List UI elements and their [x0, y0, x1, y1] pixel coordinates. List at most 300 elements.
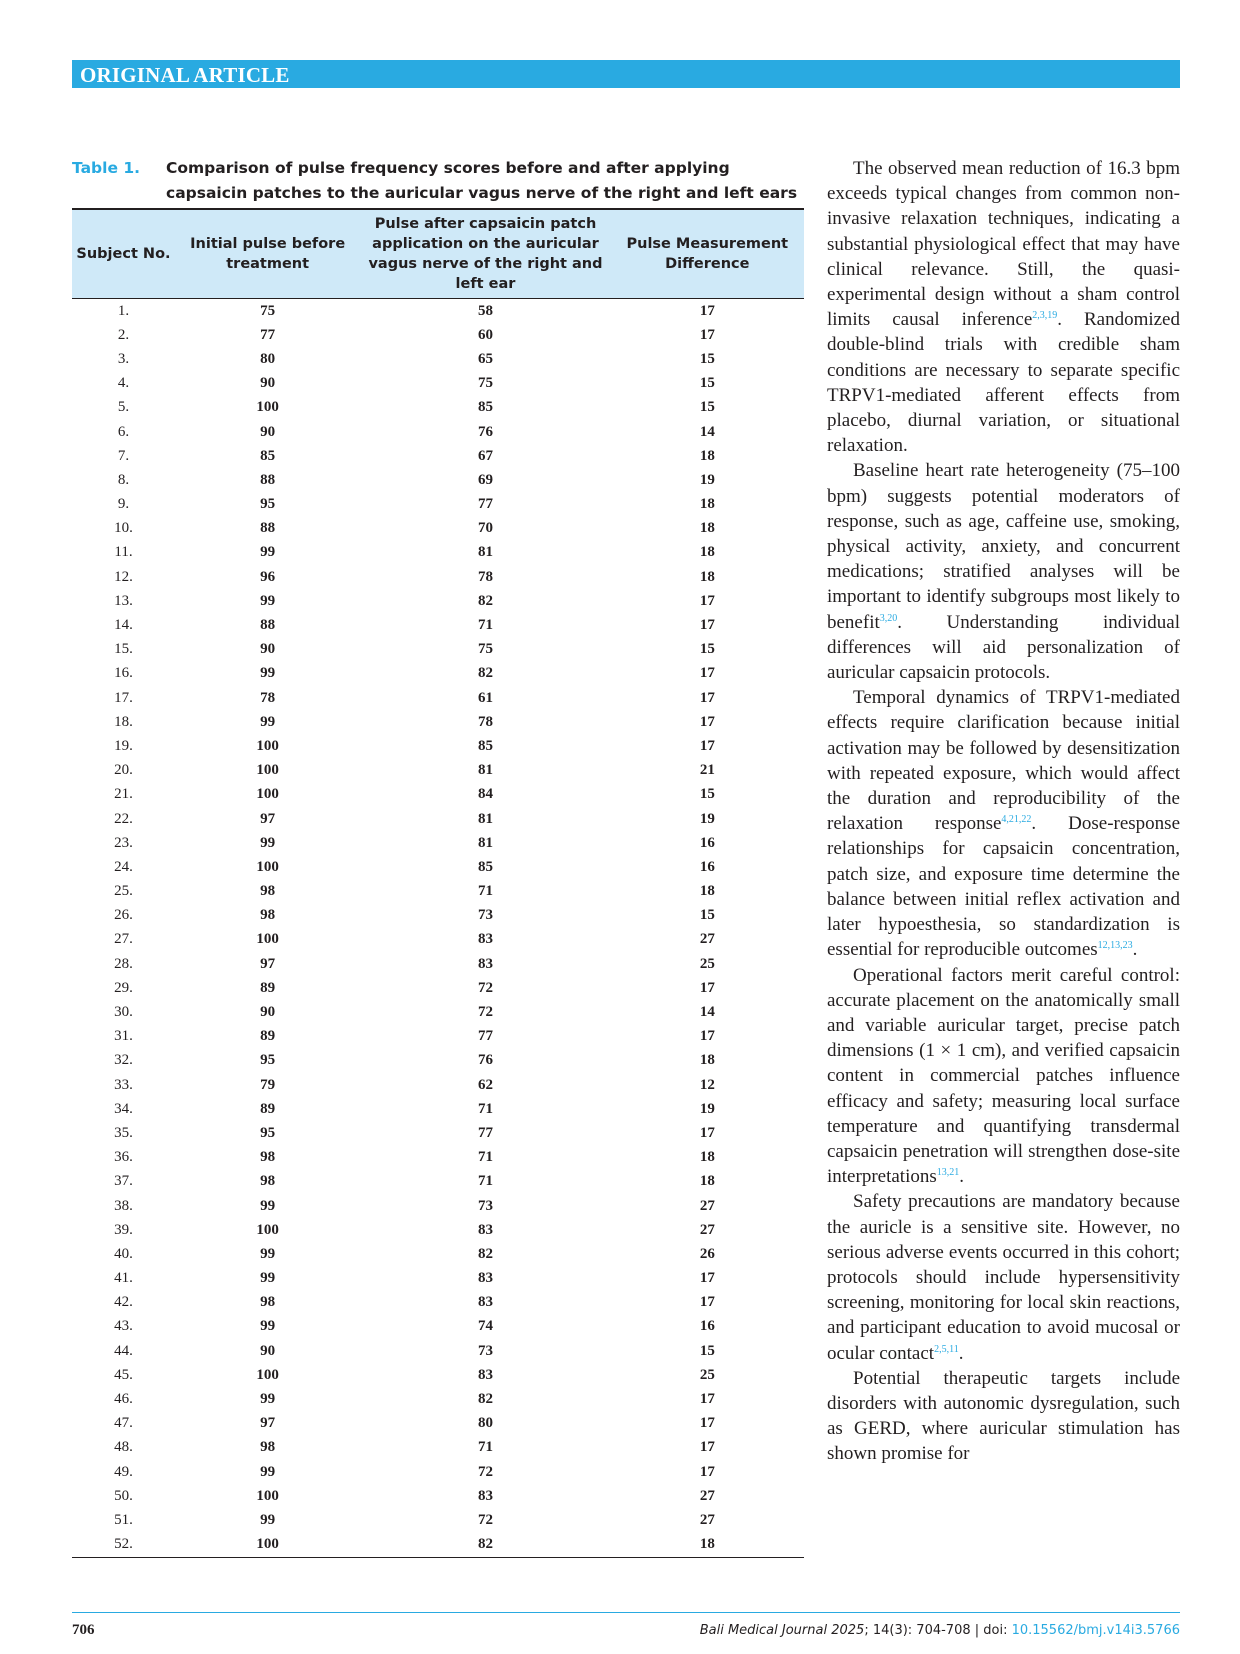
subject-number-cell: 1. [117, 302, 130, 319]
table-row [72, 1315, 804, 1339]
subject-number-cell: 10. [114, 520, 133, 537]
initial-pulse-cell: 89 [260, 1028, 276, 1045]
subject-number-cell: 50. [114, 1487, 133, 1504]
table-row [72, 1363, 804, 1387]
post-pulse-cell: 61 [477, 689, 493, 706]
journal-name: Bali Medical Journal 2025 [699, 1623, 865, 1638]
initial-pulse-cell: 99 [260, 1270, 276, 1287]
subject-number-cell: 40. [114, 1245, 133, 1262]
difference-cell: 15 [699, 375, 715, 392]
subject-number-cell: 33. [114, 1076, 133, 1093]
initial-pulse-cell: 100 [256, 1487, 279, 1504]
initial-pulse-cell: 98 [260, 883, 276, 900]
footer-divider [72, 1612, 1180, 1613]
subject-number-cell: 4. [117, 375, 130, 392]
initial-pulse-cell: 100 [175, 1533, 360, 1558]
post-pulse-cell: 72 [477, 1004, 493, 1021]
difference-cell: 17 [699, 592, 715, 609]
difference-cell: 17 [699, 1415, 715, 1432]
table-row [72, 710, 804, 734]
subject-number-cell: 38. [114, 1197, 133, 1214]
post-pulse-cell: 84 [477, 786, 493, 803]
page-number: 706 [72, 1622, 95, 1638]
initial-pulse-cell: 95 [260, 496, 276, 513]
difference-cell: 18 [699, 496, 715, 513]
article-body-text [827, 156, 1180, 1467]
initial-pulse-cell: 99 [260, 1391, 276, 1408]
table-row [72, 1339, 804, 1363]
difference-cell: 27 [699, 1511, 715, 1528]
difference-cell: 15 [699, 786, 715, 803]
difference-cell: 17 [699, 1391, 715, 1408]
post-pulse-cell: 58 [477, 302, 493, 319]
post-pulse-cell: 67 [477, 447, 493, 464]
initial-pulse-cell: 97 [260, 1415, 276, 1432]
table-row [72, 1073, 804, 1097]
table-body [72, 299, 804, 1558]
table-row [72, 1242, 804, 1266]
paragraph-text: Temporal dynamics of TRPV1-mediated effects require clarification because initial activation may be followed by desensitization with repeated exposure, which would affect the duration and reproducibility of the relaxation response [827, 687, 1180, 835]
subject-number-cell: 15. [114, 641, 133, 658]
subject-number-cell: 41. [114, 1270, 133, 1287]
subject-number-cell: 31. [114, 1028, 133, 1045]
body-paragraph [827, 963, 1180, 1190]
table-row [72, 1097, 804, 1121]
difference-cell: 17 [699, 979, 715, 996]
table-row [72, 904, 804, 928]
difference-cell: 17 [699, 713, 715, 730]
difference-cell: 26 [699, 1245, 715, 1262]
table-row [72, 1436, 804, 1460]
difference-cell: 27 [699, 1487, 715, 1504]
subject-number-cell: 43. [114, 1318, 133, 1335]
difference-cell: 18 [611, 1533, 804, 1558]
subject-number-cell: 23. [114, 834, 133, 851]
subject-number-cell: 14. [114, 617, 133, 634]
table-row [72, 1194, 804, 1218]
citation-reference[interactable]: 2,3,19 [1032, 310, 1058, 322]
subject-number-cell: 6. [117, 423, 130, 440]
post-pulse-cell: 83 [477, 931, 493, 948]
initial-pulse-cell: 75 [260, 302, 276, 319]
post-pulse-cell: 71 [477, 1173, 493, 1190]
post-pulse-cell: 83 [477, 1366, 493, 1383]
difference-cell: 17 [699, 1270, 715, 1287]
subject-number-cell: 45. [114, 1366, 133, 1383]
initial-pulse-cell: 99 [260, 1511, 276, 1528]
subject-number-cell: 44. [114, 1342, 133, 1359]
paragraph-text: . Understanding individual differences will aid personalization of auricular capsaicin protocols. [827, 611, 1180, 684]
table-row [72, 1460, 804, 1484]
paragraph-text: Baseline heart rate heterogeneity (75–100 bpm) suggests potential moderators of response, such as age, caffeine use, smoking, physical activity, anxiety, and concurrent medications; stratified analyses will be important to identify subgroups most likely to benefit [827, 460, 1180, 633]
table-row [72, 1049, 804, 1073]
table-row [72, 444, 804, 468]
table-row [72, 1170, 804, 1194]
post-pulse-cell: 83 [477, 955, 493, 972]
citation-reference[interactable]: 4,21,22 [1001, 814, 1032, 826]
difference-cell: 27 [699, 1197, 715, 1214]
table-row [72, 759, 804, 783]
subject-number-cell: 24. [114, 858, 133, 875]
initial-pulse-cell: 88 [260, 617, 276, 634]
citation-reference[interactable]: 2,5,11 [934, 1343, 959, 1355]
difference-cell: 25 [699, 955, 715, 972]
subject-number-cell: 26. [114, 907, 133, 924]
post-pulse-cell: 73 [477, 1342, 493, 1359]
difference-cell: 18 [699, 1149, 715, 1166]
subject-number-cell: 17. [114, 689, 133, 706]
initial-pulse-cell: 98 [260, 1294, 276, 1311]
initial-pulse-cell: 99 [260, 1197, 276, 1214]
post-pulse-cell: 81 [477, 544, 493, 561]
table-row [72, 638, 804, 662]
initial-pulse-cell: 89 [260, 1100, 276, 1117]
initial-pulse-cell: 99 [260, 1463, 276, 1480]
initial-pulse-cell: 90 [260, 641, 276, 658]
table-row [72, 1000, 804, 1024]
post-pulse-cell: 71 [477, 1439, 493, 1456]
difference-cell: 16 [699, 1318, 715, 1335]
table-label: Table 1. [72, 159, 141, 177]
difference-cell: 17 [699, 665, 715, 682]
difference-cell: 25 [699, 1366, 715, 1383]
post-pulse-cell: 82 [477, 1391, 493, 1408]
subject-number-cell: 2. [117, 326, 130, 343]
post-pulse-cell: 83 [477, 1487, 493, 1504]
column-header: Initial pulse before treatment [175, 209, 360, 299]
pulse-table [72, 208, 804, 1558]
table-row [72, 372, 804, 396]
initial-pulse-cell: 95 [260, 1124, 276, 1141]
difference-cell: 18 [699, 544, 715, 561]
subject-number-cell: 25. [114, 883, 133, 900]
difference-cell: 17 [699, 617, 715, 634]
post-pulse-cell: 70 [477, 520, 493, 537]
column-header: Pulse Measurement Difference [611, 209, 804, 299]
difference-cell: 18 [699, 447, 715, 464]
subject-number-cell: 42. [114, 1294, 133, 1311]
footer-citation [700, 1623, 1180, 1638]
initial-pulse-cell: 100 [256, 762, 279, 779]
initial-pulse-cell: 95 [260, 1052, 276, 1069]
initial-pulse-cell: 97 [260, 955, 276, 972]
subject-number-cell: 19. [114, 737, 133, 754]
initial-pulse-cell: 98 [260, 1173, 276, 1190]
subject-number-cell: 7. [117, 447, 130, 464]
subject-number-cell: 3. [117, 350, 130, 367]
subject-number-cell: 18. [114, 713, 133, 730]
citation-details: ; 14(3): 704-708 | doi: [864, 1623, 1012, 1638]
subject-number-cell: 12. [114, 568, 133, 585]
table-row [72, 952, 804, 976]
difference-cell: 19 [699, 810, 715, 827]
post-pulse-cell: 76 [477, 423, 493, 440]
initial-pulse-cell: 100 [256, 858, 279, 875]
post-pulse-cell: 81 [477, 762, 493, 779]
table-row [72, 299, 804, 324]
difference-cell: 15 [699, 1342, 715, 1359]
initial-pulse-cell: 90 [260, 1004, 276, 1021]
paragraph-text: . [959, 1166, 964, 1188]
subject-number-cell: 47. [114, 1415, 133, 1432]
subject-number-cell: 9. [117, 496, 130, 513]
column-header: Pulse after capsaicin patch application on the auricular vagus nerve of the right and left ear [360, 209, 610, 299]
post-pulse-cell: 62 [477, 1076, 493, 1093]
difference-cell: 17 [699, 1294, 715, 1311]
subject-number-cell: 51. [114, 1511, 133, 1528]
body-paragraph [827, 458, 1180, 685]
subject-number-cell: 48. [114, 1439, 133, 1456]
table-row [72, 541, 804, 565]
body-paragraph [827, 685, 1180, 962]
table-row [72, 880, 804, 904]
citation-reference[interactable]: 12,13,23 [1097, 940, 1133, 952]
post-pulse-cell: 85 [477, 858, 493, 875]
initial-pulse-cell: 80 [260, 350, 276, 367]
difference-cell: 15 [699, 907, 715, 924]
post-pulse-cell: 82 [477, 1245, 493, 1262]
initial-pulse-cell: 77 [260, 326, 276, 343]
table-row [72, 1218, 804, 1242]
post-pulse-cell: 80 [477, 1415, 493, 1432]
initial-pulse-cell: 85 [260, 447, 276, 464]
initial-pulse-cell: 99 [260, 834, 276, 851]
table-row [72, 783, 804, 807]
initial-pulse-cell: 98 [260, 1149, 276, 1166]
table-row [72, 686, 804, 710]
initial-pulse-cell: 99 [260, 1318, 276, 1335]
table-row [72, 1387, 804, 1411]
difference-cell: 14 [699, 423, 715, 440]
post-pulse-cell: 74 [477, 1318, 493, 1335]
post-pulse-cell: 73 [477, 1197, 493, 1214]
body-paragraph [827, 1189, 1180, 1365]
body-paragraph [827, 156, 1180, 458]
post-pulse-cell: 71 [477, 883, 493, 900]
table-row [72, 1121, 804, 1145]
initial-pulse-cell: 97 [260, 810, 276, 827]
table-row [72, 613, 804, 637]
post-pulse-cell: 78 [477, 713, 493, 730]
table-row [72, 928, 804, 952]
initial-pulse-cell: 100 [256, 1221, 279, 1238]
post-pulse-cell: 81 [477, 834, 493, 851]
difference-cell: 17 [699, 737, 715, 754]
subject-number-cell: 11. [114, 544, 133, 561]
initial-pulse-cell: 90 [260, 1342, 276, 1359]
subject-number-cell: 49. [114, 1463, 133, 1480]
initial-pulse-cell: 78 [260, 689, 276, 706]
table-row [72, 1533, 804, 1558]
table-row [72, 493, 804, 517]
subject-number-cell: 29. [114, 979, 133, 996]
doi-link[interactable]: 10.15562/bmj.v14i3.5766 [1011, 1623, 1180, 1638]
section-banner: ORIGINAL ARTICLE [72, 60, 1180, 88]
difference-cell: 18 [699, 520, 715, 537]
table-row [72, 396, 804, 420]
post-pulse-cell: 83 [477, 1270, 493, 1287]
subject-number-cell: 16. [114, 665, 133, 682]
table-caption-text: Comparison of pulse frequency scores before and after applying capsaicin patches to the auricular vagus nerve of the right and left ears for 30 minutes [166, 159, 798, 227]
difference-cell: 18 [699, 1052, 715, 1069]
post-pulse-cell: 60 [477, 326, 493, 343]
post-pulse-cell: 81 [477, 810, 493, 827]
post-pulse-cell: 75 [477, 375, 493, 392]
difference-cell: 15 [699, 350, 715, 367]
subject-number-cell: 46. [114, 1391, 133, 1408]
initial-pulse-cell: 99 [260, 665, 276, 682]
table-row [72, 1508, 804, 1532]
post-pulse-cell: 83 [477, 1294, 493, 1311]
table-row [72, 662, 804, 686]
table-row [72, 1267, 804, 1291]
table-row [72, 831, 804, 855]
post-pulse-cell: 77 [477, 1028, 493, 1045]
paragraph-text: Operational factors merit careful control: accurate placement on the anatomically small and variable auricular target, precise patch dimensions (1 × 1 cm), and verified capsaicin content in commercial patches influence efficacy and safety; measuring local surface temperature and quantifying transdermal capsaicin penetration will strengthen dose-site interpretations [827, 964, 1180, 1188]
post-pulse-cell: 82 [477, 592, 493, 609]
citation-reference[interactable]: 13,21 [936, 1167, 960, 1179]
post-pulse-cell: 85 [477, 399, 493, 416]
paragraph-text: Safety precautions are mandatory because the auricle is a sensitive site. However, no serious adverse events occurred in this cohort; protocols should include hypersensitivity screening, monitoring for local skin reactions, and participant education to avoid mucosal or ocular contact [827, 1191, 1180, 1364]
initial-pulse-cell: 100 [256, 931, 279, 948]
table-row [72, 420, 804, 444]
post-pulse-cell: 71 [477, 617, 493, 634]
table-row [72, 734, 804, 758]
post-pulse-cell: 72 [477, 979, 493, 996]
initial-pulse-cell: 100 [256, 786, 279, 803]
subject-number-cell: 52. [72, 1533, 175, 1558]
post-pulse-cell: 71 [477, 1100, 493, 1117]
difference-cell: 17 [699, 1463, 715, 1480]
initial-pulse-cell: 99 [260, 1245, 276, 1262]
difference-cell: 19 [699, 471, 715, 488]
post-pulse-cell: 76 [477, 1052, 493, 1069]
table-row [72, 807, 804, 831]
table-row [72, 1146, 804, 1170]
subject-number-cell: 30. [114, 1004, 133, 1021]
post-pulse-cell: 65 [477, 350, 493, 367]
post-pulse-cell: 72 [477, 1463, 493, 1480]
initial-pulse-cell: 96 [260, 568, 276, 585]
difference-cell: 17 [699, 1028, 715, 1045]
table-row [72, 589, 804, 613]
table-row [72, 565, 804, 589]
difference-cell: 17 [699, 302, 715, 319]
initial-pulse-cell: 88 [260, 520, 276, 537]
post-pulse-cell: 72 [477, 1511, 493, 1528]
initial-pulse-cell: 99 [260, 713, 276, 730]
difference-cell: 16 [699, 834, 715, 851]
subject-number-cell: 22. [114, 810, 133, 827]
post-pulse-cell: 78 [477, 568, 493, 585]
difference-cell: 27 [699, 931, 715, 948]
paragraph-text: . Dose-response relationships for capsaicin concentration, patch size, and exposure time determine the balance between initial reflex activation and later hypoesthesia, so standardization is essential for reproducible outcomes [827, 813, 1180, 961]
post-pulse-cell: 85 [477, 737, 493, 754]
subject-number-cell: 21. [114, 786, 133, 803]
difference-cell: 17 [699, 326, 715, 343]
post-pulse-cell: 82 [360, 1533, 610, 1558]
paragraph-text: . Randomized double-blind trials with credible sham conditions are necessary to separate specific TRPV1-mediated afferent effects from placebo, diurnal variation, or situational relaxation. [827, 309, 1180, 457]
difference-cell: 14 [699, 1004, 715, 1021]
difference-cell: 17 [699, 1124, 715, 1141]
table-row [72, 1025, 804, 1049]
initial-pulse-cell: 90 [260, 375, 276, 392]
table-row [72, 468, 804, 492]
subject-number-cell: 35. [114, 1124, 133, 1141]
table-row [72, 855, 804, 879]
subject-number-cell: 37. [114, 1173, 133, 1190]
post-pulse-cell: 82 [477, 665, 493, 682]
subject-number-cell: 8. [117, 471, 130, 488]
subject-number-cell: 36. [114, 1149, 133, 1166]
post-pulse-cell: 77 [477, 496, 493, 513]
difference-cell: 15 [699, 399, 715, 416]
table-header-row [72, 209, 804, 299]
post-pulse-cell: 77 [477, 1124, 493, 1141]
initial-pulse-cell: 89 [260, 979, 276, 996]
table-row [72, 347, 804, 371]
difference-cell: 21 [699, 762, 715, 779]
post-pulse-cell: 71 [477, 1149, 493, 1166]
initial-pulse-cell: 90 [260, 423, 276, 440]
paragraph-text: . [1132, 939, 1138, 961]
paragraph-text: Potential therapeutic targets include disorders with autonomic dysregulation, such as GERD, where auricular stimulation has shown promise for [827, 1367, 1180, 1465]
post-pulse-cell: 83 [477, 1221, 493, 1238]
body-paragraph [827, 1366, 1180, 1467]
initial-pulse-cell: 88 [260, 471, 276, 488]
table-row [72, 1412, 804, 1436]
difference-cell: 15 [699, 641, 715, 658]
post-pulse-cell: 75 [477, 641, 493, 658]
table-row [72, 1484, 804, 1508]
initial-pulse-cell: 79 [260, 1076, 276, 1093]
subject-number-cell: 20. [114, 762, 133, 779]
initial-pulse-cell: 99 [260, 544, 276, 561]
difference-cell: 12 [699, 1076, 715, 1093]
difference-cell: 16 [699, 858, 715, 875]
column-header: Subject No. [72, 209, 175, 299]
subject-number-cell: 39. [114, 1221, 133, 1238]
initial-pulse-cell: 100 [256, 399, 279, 416]
difference-cell: 19 [699, 1100, 715, 1117]
initial-pulse-cell: 100 [256, 1366, 279, 1383]
difference-cell: 17 [699, 1439, 715, 1456]
citation-reference[interactable]: 3,20 [879, 612, 898, 624]
initial-pulse-cell: 100 [256, 737, 279, 754]
paragraph-text: . [958, 1342, 964, 1364]
subject-number-cell: 32. [114, 1052, 133, 1069]
table-row [72, 323, 804, 347]
difference-cell: 27 [699, 1221, 715, 1238]
post-pulse-cell: 73 [477, 907, 493, 924]
subject-number-cell: 27. [114, 931, 133, 948]
difference-cell: 17 [699, 689, 715, 706]
subject-number-cell: 28. [114, 955, 133, 972]
initial-pulse-cell: 98 [260, 1439, 276, 1456]
table-row [72, 976, 804, 1000]
post-pulse-cell: 69 [477, 471, 493, 488]
subject-number-cell: 34. [114, 1100, 133, 1117]
difference-cell: 18 [699, 1173, 715, 1190]
difference-cell: 18 [699, 568, 715, 585]
subject-number-cell: 13. [114, 592, 133, 609]
difference-cell: 18 [699, 883, 715, 900]
subject-number-cell: 5. [117, 399, 130, 416]
initial-pulse-cell: 99 [260, 592, 276, 609]
paragraph-text: The observed mean reduction of 16.3 bpm exceeds typical changes from common non-invasive relaxation techniques, indicating a substantial physiological effect that may have clinical relevance. Still, the quasi-experimental design without a sham control limits causal inference [827, 158, 1180, 331]
table-row [72, 1291, 804, 1315]
table-row [72, 517, 804, 541]
